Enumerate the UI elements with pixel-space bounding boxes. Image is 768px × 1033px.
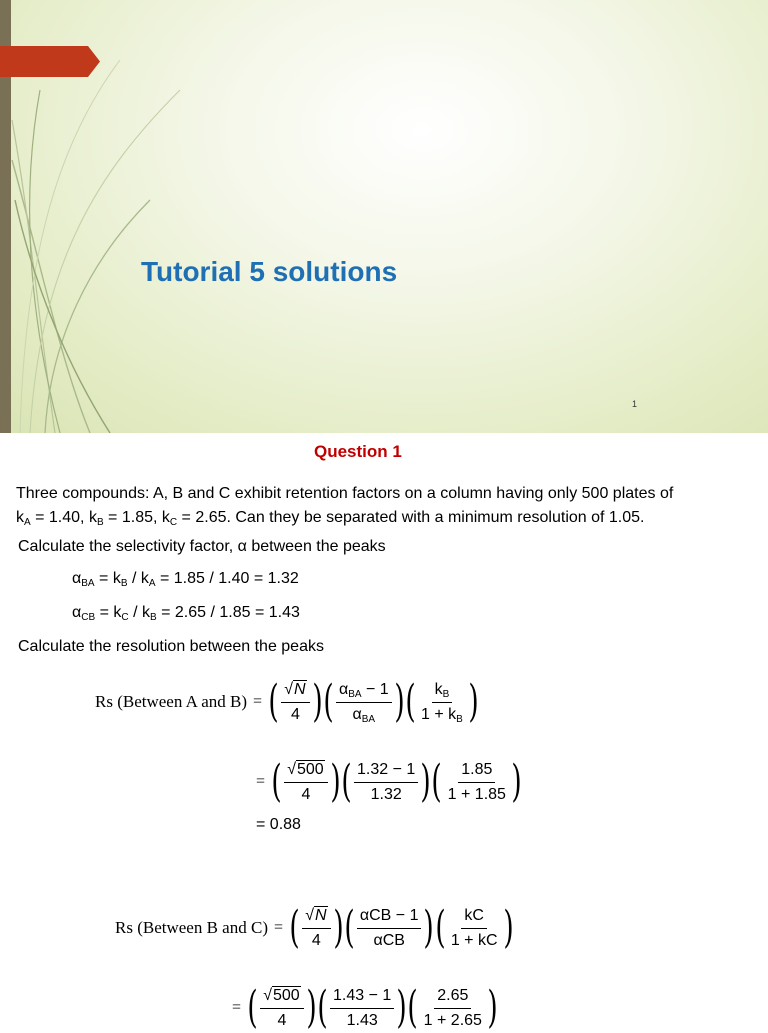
- rs-ab-substituted: = ( √ 500 4 ) ( $\frac{1.32 - 1}{1.32}$ ) ( $\frac{1.85}{1 + 1.85}$ ): [256, 756, 522, 807]
- rs-ab-label: Rs (Between A and B): [95, 692, 248, 711]
- alpha-ba-equation: $\alpha_{BA} = k_B / k_A = 1.85 / 1.40 = 1.32$: [72, 570, 299, 589]
- rs-ab-equals: =: [253, 693, 263, 710]
- rs-bc-equals: =: [273, 919, 284, 936]
- resolution-intro: Calculate the resolution between the peaks: [18, 638, 324, 655]
- slide-title: Tutorial 5 solutions: [141, 256, 398, 287]
- k-term: $\frac{k_B}{1 + k_B}$: [421, 680, 463, 725]
- alpha-term: $\frac{\alpha_{BA} - 1}{\alpha_{BA}}$: [336, 681, 392, 724]
- rs-bc-formula: Rs (Between B and C) = ( √ N 4 ) ( $\frac{\text{αCB − 1}}{\text{αCB}}$ ) ( $\frac{kC}{1 + kC}$ ): [115, 902, 514, 953]
- rs-ab-result: = 0.88: [256, 816, 301, 833]
- rs-ab-formula: Rs (Between A and B) = ( √ N 4 ) ( $\frac{\alpha_{BA} - 1}{\alpha_{BA}}$ ) ( $\frac{k_B}{1 + k_B}$ ): [95, 676, 479, 727]
- alpha-cb-equation: $\alpha_{CB} = k_C / k_B = 2.65 / 1.85 = 1.43$: [72, 604, 300, 623]
- rs-bc-substituted: = ( √ 500 4 ) ( $\frac{1.43 - 1}{1.43}$ ) ( $\frac{2.65}{1 + 2.65}$ ): [232, 982, 498, 1033]
- arrow-banner-shape: [0, 46, 100, 77]
- problem-line-2: $k_A = 1.40$, $k_B = 1.85$, $k_C = 2.65$. Can they be separated with a minimum resolution of 1.05.: [16, 509, 645, 528]
- problem-line-1: Three compounds: A, B and C exhibit retention factors on a column having only 500 plates of: [16, 485, 674, 502]
- question-title: Question 1: [314, 442, 402, 461]
- slide-page-number: 1: [632, 399, 638, 409]
- title-slide: [0, 0, 768, 433]
- selectivity-intro: Calculate the selectivity factor, α between the peaks: [18, 538, 386, 555]
- rs-bc-label: Rs (Between B and C): [115, 918, 268, 937]
- sqrt-n-over-4: √ N 4: [281, 680, 309, 724]
